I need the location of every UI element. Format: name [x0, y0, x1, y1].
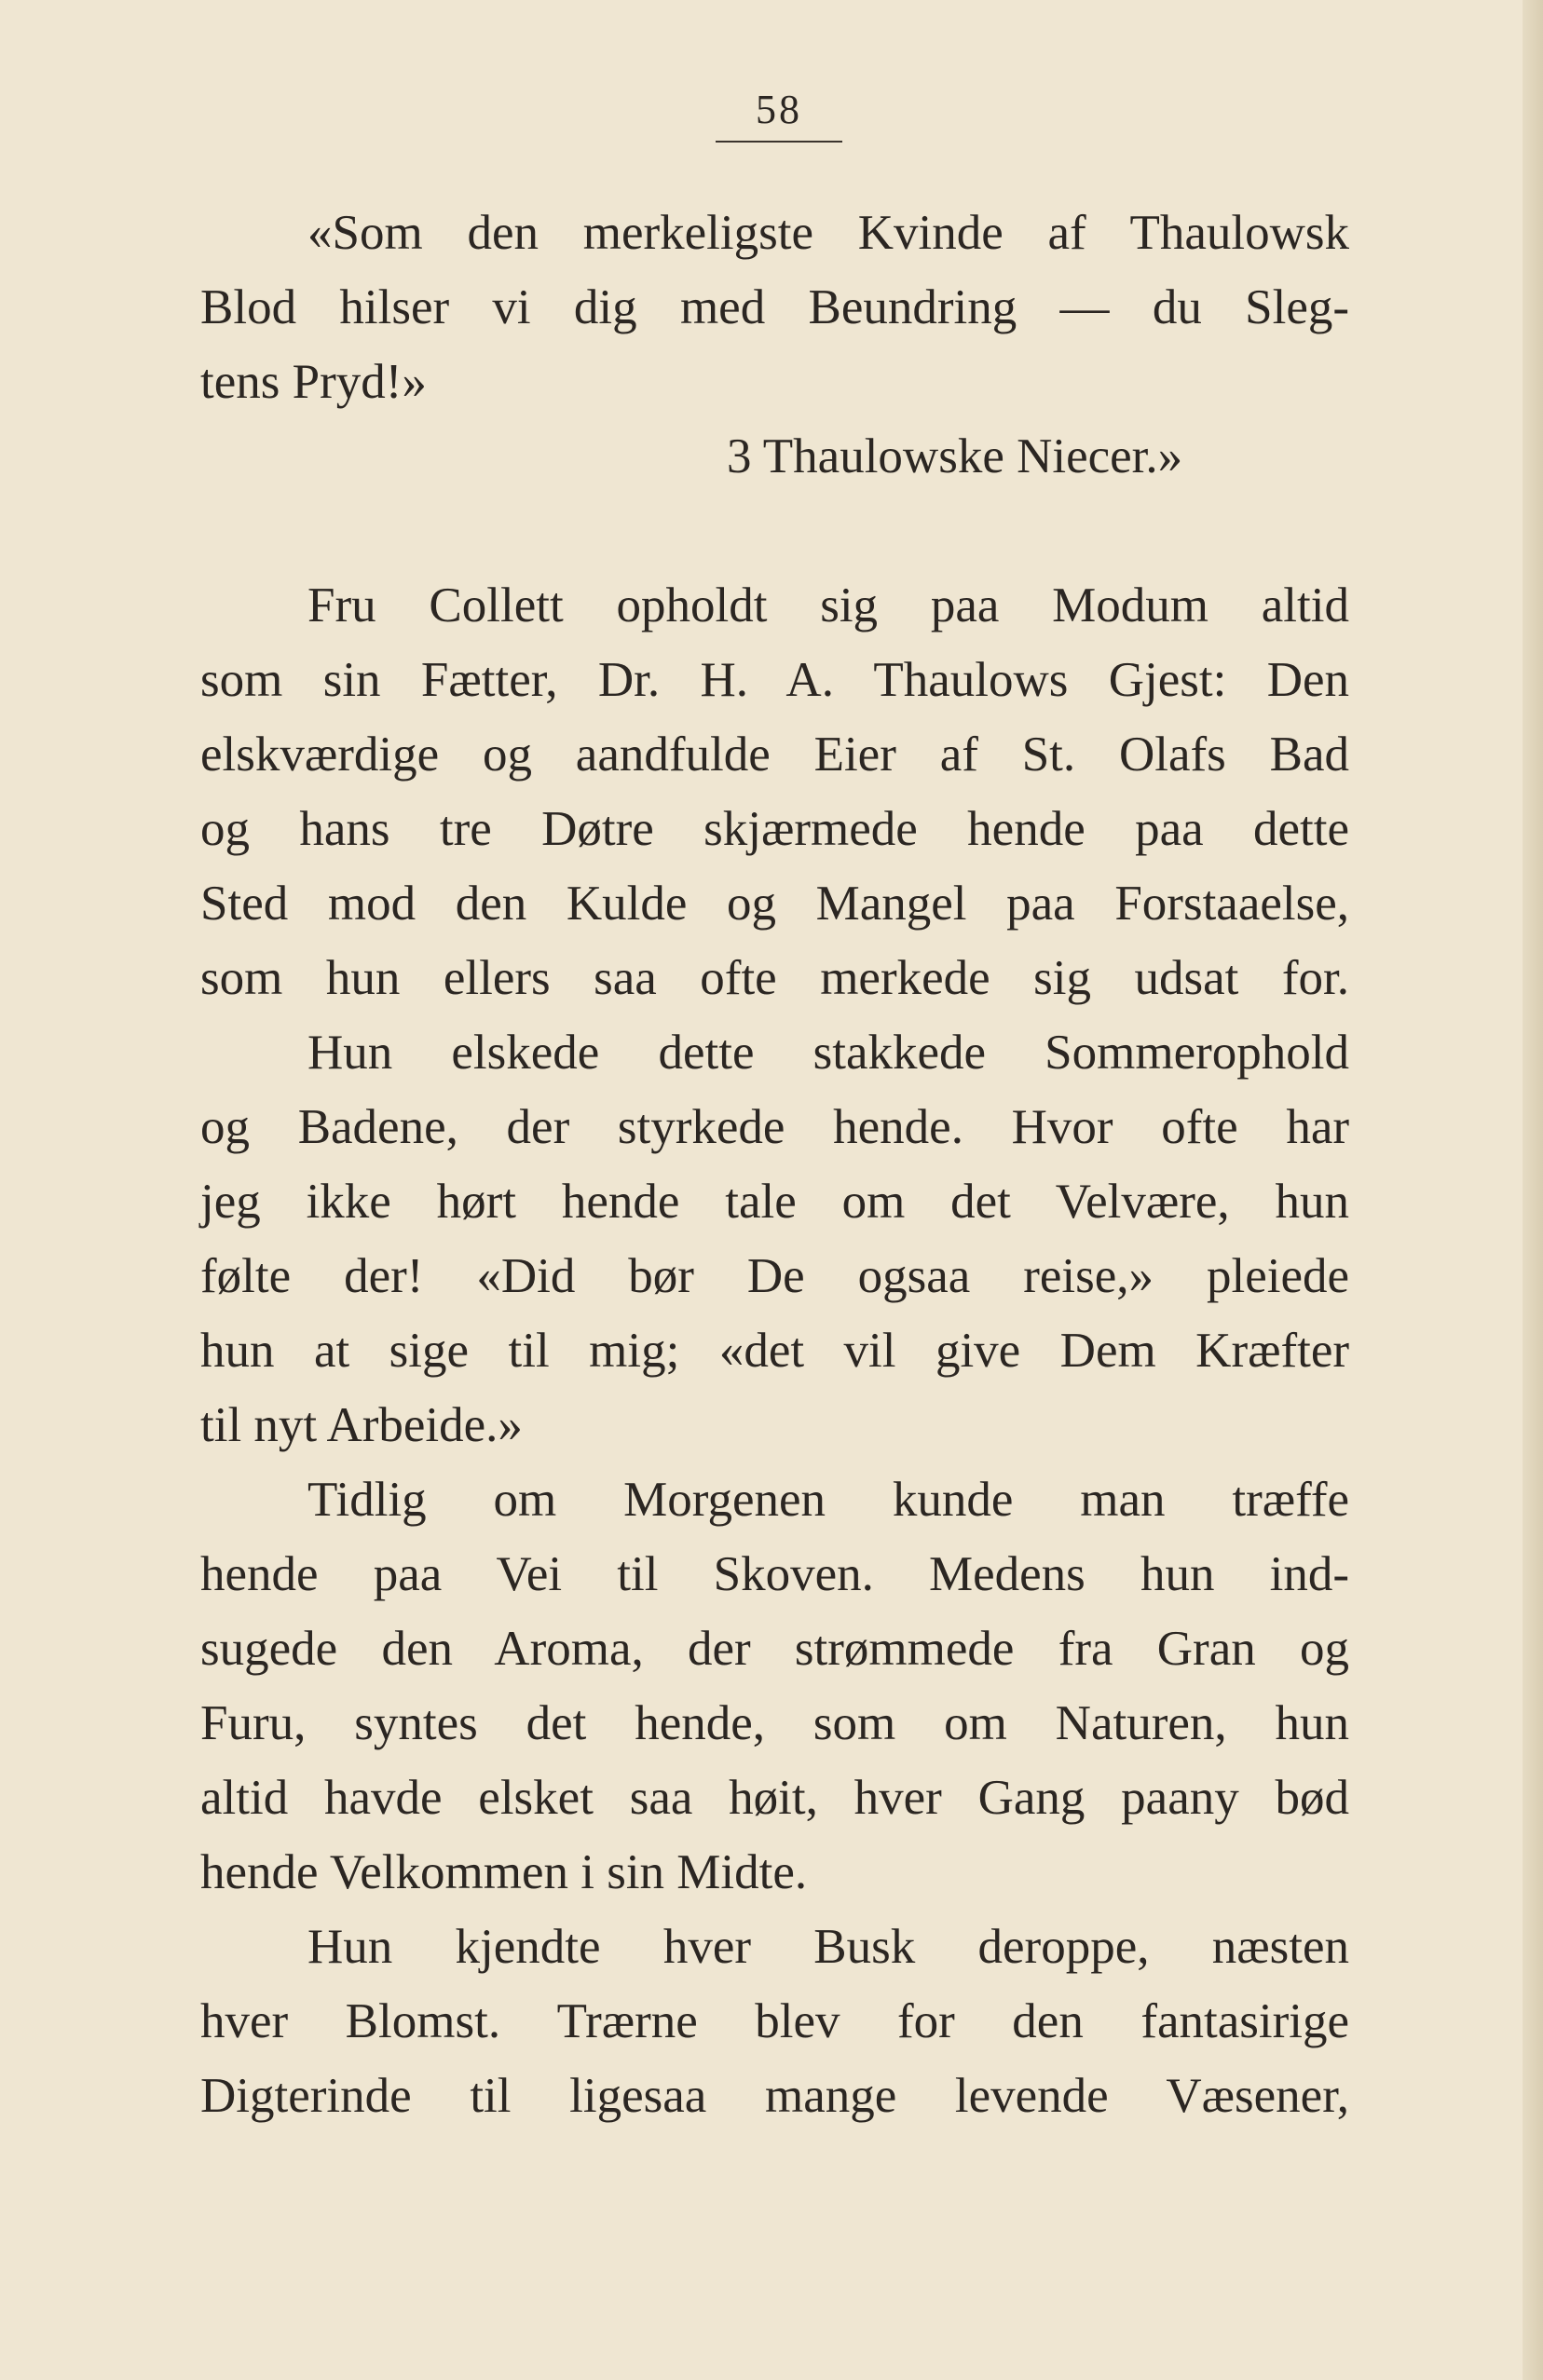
text-line: Furu, syntes det hende, som om Naturen, hun	[200, 1696, 1349, 1750]
text-line: som hun ellers saa ofte merkede sig udsat for.	[200, 951, 1349, 1005]
text-line: Hun kjendte hver Busk deroppe, næsten	[307, 1920, 1349, 1974]
text-line: jeg ikke hørt hende tale om det Velvære, hun	[200, 1175, 1349, 1229]
text-line: sugede den Aroma, der strømmede fra Gran og	[200, 1622, 1349, 1676]
text-line: som sin Fætter, Dr. H. A. Thaulows Gjest: Den	[200, 653, 1349, 707]
page-edge	[1523, 0, 1543, 2380]
text-line: hver Blomst. Trærne blev for den fantasirige	[200, 1994, 1349, 2048]
text-line: Fru Collett opholdt sig paa Modum altid	[307, 578, 1349, 632]
text-line: og Badene, der styrkede hende. Hvor ofte har	[200, 1100, 1349, 1154]
text-line: «Som den merkeligste Kvinde af Thaulowsk	[307, 206, 1349, 260]
text-line: og hans tre Døtre skjærmede hende paa dette	[200, 802, 1349, 856]
page-number: 58	[716, 86, 842, 143]
text-line: altid havde elsket saa høit, hver Gang paany bød	[200, 1771, 1349, 1825]
text-line: elskværdige og aandfulde Eier af St. Olafs Bad	[200, 728, 1349, 782]
text-line: tens Pryd!»	[200, 355, 427, 409]
text-line: Digterinde til ligesaa mange levende Væsener,	[200, 2069, 1349, 2123]
text-line: hende paa Vei til Skoven. Medens hun ind-	[200, 1547, 1349, 1601]
text-line: Sted mod den Kulde og Mangel paa Forstaaelse,	[200, 877, 1349, 931]
text-line: hun at sige til mig; «det vil give Dem Kræfter	[200, 1324, 1349, 1378]
text-line: følte der! «Did bør De ogsaa reise,» pleiede	[200, 1249, 1349, 1303]
text-line: Tidlig om Morgenen kunde man træffe	[307, 1473, 1349, 1527]
text-line: Blod hilser vi dig med Beundring — du Sleg-	[200, 280, 1349, 334]
signature-line: 3 Thaulowske Niecer.»	[727, 429, 1183, 483]
text-line: hende Velkommen i sin Midte.	[200, 1845, 808, 1899]
text-line: Hun elskede dette stakkede Sommerophold	[307, 1026, 1349, 1080]
text-line: til nyt Arbeide.»	[200, 1398, 523, 1452]
